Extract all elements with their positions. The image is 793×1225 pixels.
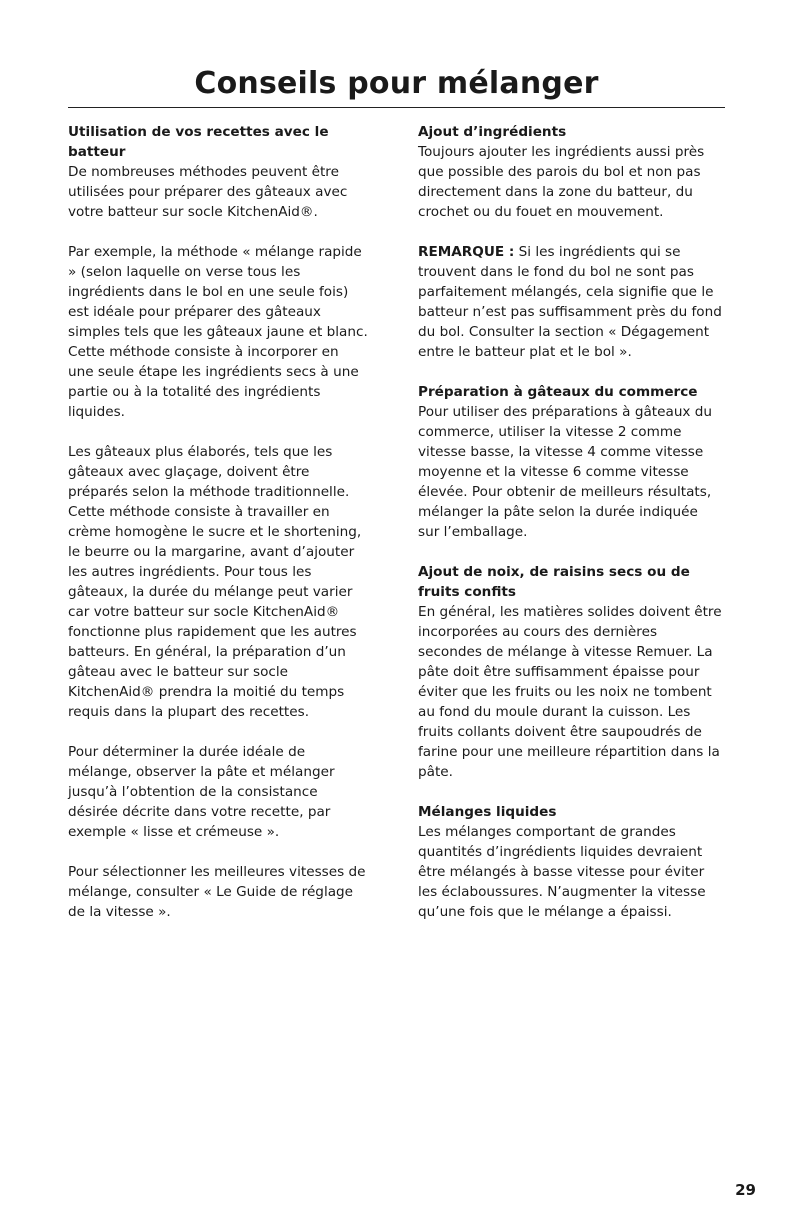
- left-column: [68, 122, 368, 942]
- paragraph: Pour déterminer la durée idéale de mélange, observer la pâte et mélanger jusqu’à l’obtention de la consistance désirée décrite dans votre recette, par exemple « lisse et crémeuse ».: [68, 744, 335, 840]
- section-heading: Mélanges liquides: [418, 804, 557, 820]
- section-heading: Préparation à gâteaux du commerce: [418, 384, 698, 400]
- paragraph: Les mélanges comportant de grandes quantités d’ingrédients liquides devraient être mélangés à basse vitesse pour éviter les éclaboussures. N’augmenter la vitesse qu’une fois que le mélange a épaissi.: [418, 824, 706, 920]
- section-heading: Utilisation de vos recettes avec le batteur: [68, 124, 329, 160]
- paragraph: De nombreuses méthodes peuvent être utilisées pour préparer des gâteaux avec votre batteur sur socle KitchenAid®.: [68, 164, 348, 220]
- remark-note: [418, 242, 723, 362]
- paragraph: Les gâteaux plus élaborés, tels que les gâteaux avec glaçage, doivent être préparés selon la méthode traditionnelle. Cette méthode consiste à travailler en crème homogène le sucre et le shortening, le beurre ou la margarine, avant d’ajouter les autres ingrédients. Pour tous les gâteaux, la durée du mélange peut varier car votre batteur sur socle KitchenAid® fonctionne plus rapidement que les autres batteurs. En général, la préparation d’un gâteau avec le batteur sur socle KitchenAid® prendra la moitié du temps requis dans la plupart des recettes.: [68, 444, 362, 720]
- section-adding-ingredients: [418, 122, 723, 222]
- right-column: [418, 122, 723, 942]
- paragraph: Toujours ajouter les ingrédients aussi près que possible des parois du bol et non pas directement dans la zone du batteur, du crochet ou du fouet en mouvement.: [418, 144, 705, 220]
- remark-text: Si les ingrédients qui se trouvent dans le fond du bol ne sont pas parfaitement mélangés, cela signifie que le batteur n’est pas suffisamment près du fond du bol. Consulter la section « Dégagement entre le batteur plat et le bol ».: [418, 244, 722, 360]
- remark-label: REMARQUE :: [418, 244, 515, 260]
- section-cake-mixes: [418, 382, 723, 542]
- section-liquid-mixtures: [418, 802, 723, 922]
- paragraph: En général, les matières solides doivent être incorporées au cours des dernières secondes de mélange à vitesse Remuer. La pâte doit être suffisamment épaisse pour éviter que les fruits ou les noix ne tombent au fond du moule durant la cuisson. Les fruits collants doivent être saupoudrés de farine pour une meilleure répartition dans la pâte.: [418, 604, 722, 780]
- title-divider: [68, 107, 725, 108]
- paragraph: Pour utiliser des préparations à gâteaux du commerce, utiliser la vitesse 2 comme vitesse basse, la vitesse 4 comme vitesse moyenne et la vitesse 6 comme vitesse élevée. Pour obtenir de meilleurs résultats, mélanger la pâte selon la durée indiquée sur l’emballage.: [418, 404, 713, 540]
- paragraph: Par exemple, la méthode « mélange rapide » (selon laquelle on verse tous les ingrédients dans le bol en une seule fois) est idéale pour préparer des gâteaux simples tels que les gâteaux jaune et blanc. Cette méthode consiste à incorporer en une seule étape les ingrédients secs à une partie ou à la totalité des ingrédients liquides.: [68, 244, 368, 420]
- section-heading: Ajout de noix, de raisins secs ou de fruits confits: [418, 564, 690, 600]
- section-nuts-fruits: [418, 562, 723, 782]
- section-recipes: [68, 122, 368, 222]
- section-heading: Ajout d’ingrédients: [418, 124, 567, 140]
- page-number: 29: [735, 1181, 756, 1199]
- page-title: Conseils pour mélanger: [194, 66, 599, 101]
- paragraph: Pour sélectionner les meilleures vitesses de mélange, consulter « Le Guide de réglage de la vitesse ».: [68, 864, 366, 920]
